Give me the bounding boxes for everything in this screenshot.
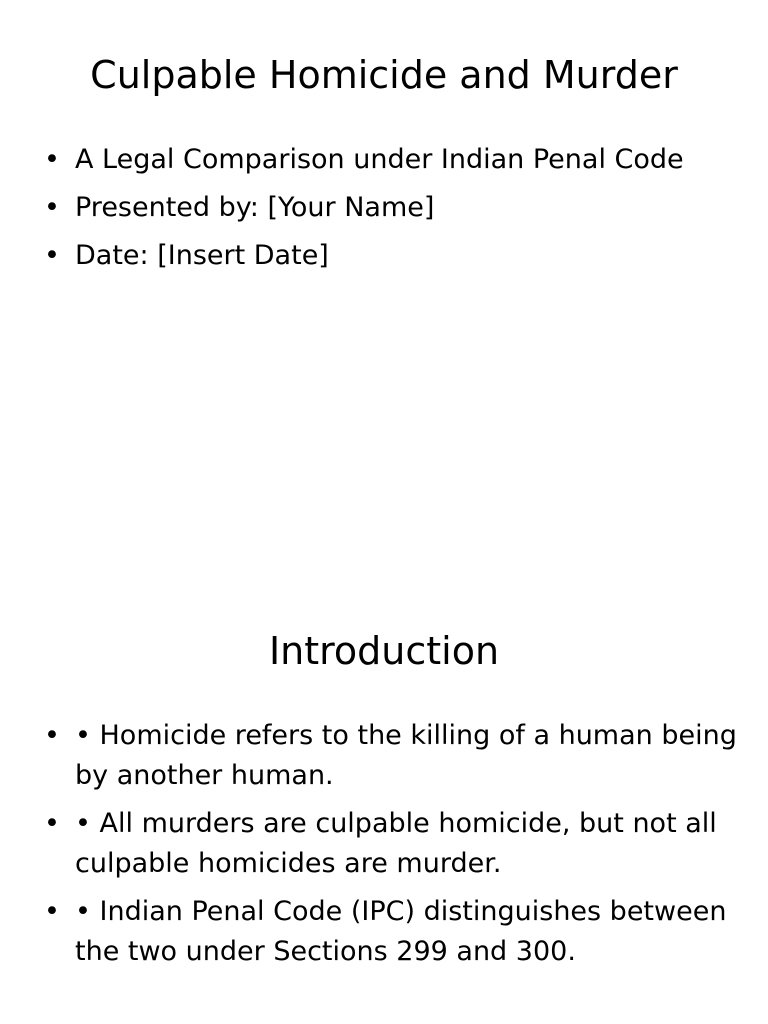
bullet-icon: •	[44, 896, 60, 927]
bullet-text: A Legal Comparison under Indian Penal Code	[75, 144, 684, 175]
bullet-icon: •	[44, 720, 60, 751]
bullet-text: • Indian Penal Code (IPC) distinguishes between the two under Sections 299 and 300.	[75, 896, 727, 967]
bullet-icon: •	[44, 808, 60, 839]
bullet-list	[40, 140, 740, 284]
bullet-text: • Homicide refers to the killing of a human being by another human.	[75, 720, 737, 791]
slide-introduction	[0, 576, 768, 1024]
list-item	[40, 236, 740, 276]
bullet-list	[40, 716, 740, 980]
bullet-text: Date: [Insert Date]	[75, 240, 329, 271]
slide-title: Introduction	[268, 629, 500, 673]
list-item	[40, 188, 740, 228]
bullet-icon: •	[44, 240, 60, 271]
list-item	[40, 804, 740, 884]
list-item	[40, 140, 740, 180]
bullet-text: • All murders are culpable homicide, but not all culpable homicides are murder.	[75, 808, 717, 879]
bullet-text: Presented by: [Your Name]	[75, 192, 435, 223]
bullet-icon: •	[44, 144, 60, 175]
bullet-icon: •	[44, 192, 60, 223]
slide-title: Culpable Homicide and Murder	[90, 53, 678, 97]
list-item	[40, 892, 740, 972]
list-item	[40, 716, 740, 796]
